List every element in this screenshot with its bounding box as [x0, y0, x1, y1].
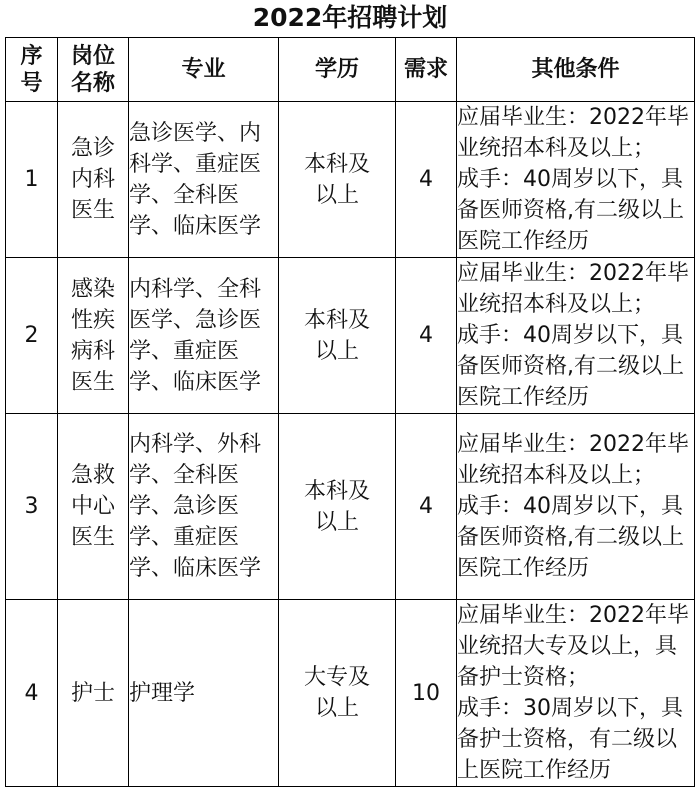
cell-major: 内科学、外科学、全科医学、急诊医学、重症医学、临床医学: [129, 414, 279, 600]
cell-demand: 4: [396, 258, 457, 414]
cell-education: 本科及以上: [279, 102, 396, 258]
cell-seq: 3: [6, 414, 58, 600]
header-major: 专业: [129, 38, 279, 102]
cell-seq: 1: [6, 102, 58, 258]
cell-position: 急诊内科医生: [58, 102, 129, 258]
table-row: [6, 600, 695, 787]
recruitment-table: [5, 37, 695, 787]
cell-major: 急诊医学、内科学、重症医学、全科医学、临床医学: [129, 102, 279, 258]
cell-other: 应届毕业生：2022年毕业统招本科及以上； 成手：40周岁以下，具备医师资格,有二级以上医院工作经历: [457, 102, 695, 258]
cell-demand: 10: [396, 600, 457, 787]
cell-demand: 4: [396, 414, 457, 600]
header-position: 岗位名称: [58, 38, 129, 102]
cell-other: 应届毕业生：2022年毕业统招本科及以上； 成手：40周岁以下，具备医师资格,有二级以上医院工作经历: [457, 258, 695, 414]
cell-education: 本科及以上: [279, 414, 396, 600]
header-demand: 需求: [396, 38, 457, 102]
cell-seq: 2: [6, 258, 58, 414]
header-education: 学历: [279, 38, 396, 102]
cell-demand: 4: [396, 102, 457, 258]
cell-position: 急救中心医生: [58, 414, 129, 600]
table-row: [6, 258, 695, 414]
cell-position: 护士: [58, 600, 129, 787]
page-title: 2022年招聘计划: [252, 3, 448, 32]
table-row: [6, 102, 695, 258]
cell-major: 内科学、全科医学、急诊医学、重症医学、临床医学: [129, 258, 279, 414]
cell-education: 本科及以上: [279, 258, 396, 414]
cell-seq: 4: [6, 600, 58, 787]
table-row: [6, 414, 695, 600]
cell-major: 护理学: [129, 600, 279, 787]
cell-other: 应届毕业生：2022年毕业统招本科及以上； 成手：40周岁以下，具备医师资格,有二级以上医院工作经历: [457, 414, 695, 600]
table-header-row: [6, 38, 695, 102]
header-seq: 序号: [6, 38, 58, 102]
header-other: 其他条件: [457, 38, 695, 102]
cell-position: 感染性疾病科医生: [58, 258, 129, 414]
cell-other: 应届毕业生：2022年毕业统招大专及以上，具备护士资格； 成手：30周岁以下，具备护士资格，有二级以上医院工作经历: [457, 600, 695, 787]
cell-education: 大专及以上: [279, 600, 396, 787]
